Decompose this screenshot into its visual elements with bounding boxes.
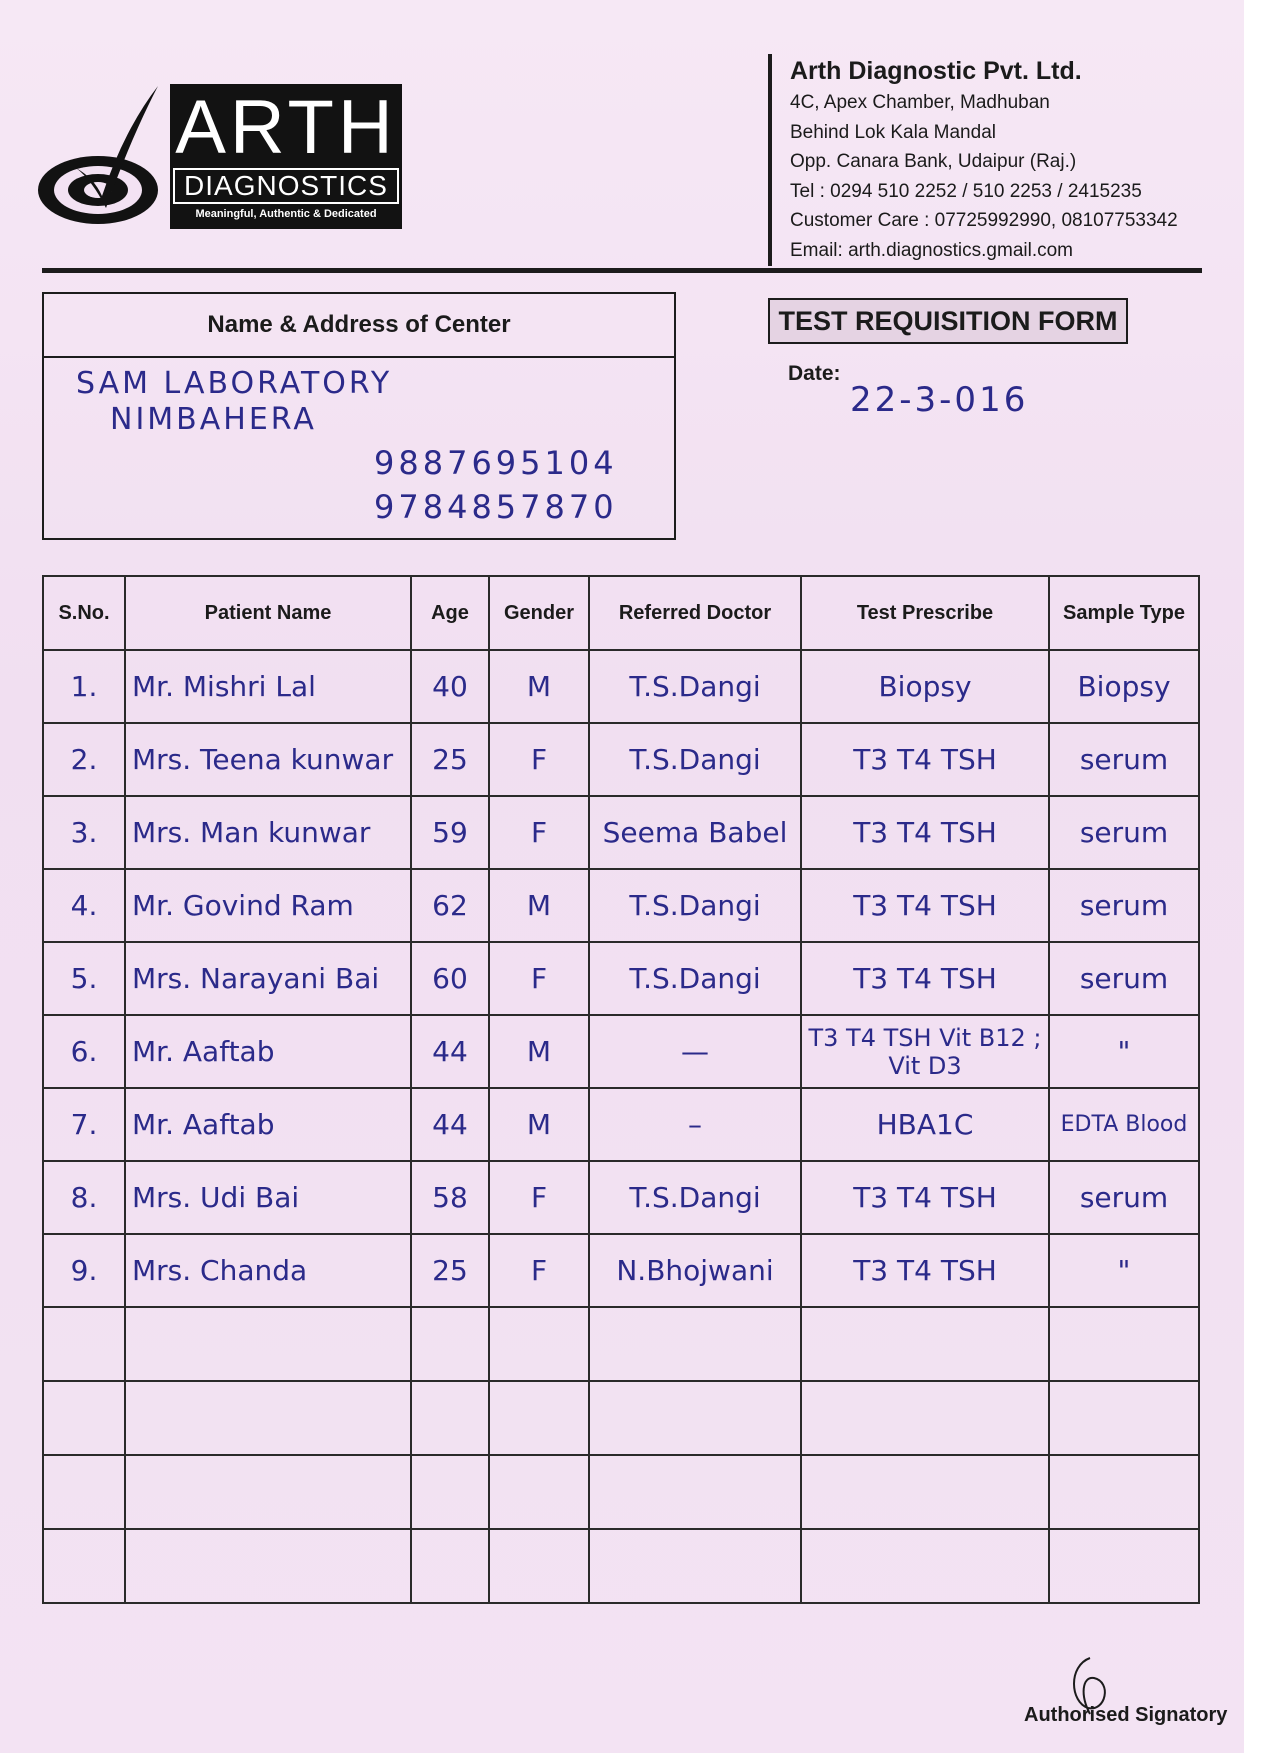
logo-wordmark [170,84,402,229]
cell-gender: F [489,796,589,869]
table-row [43,1161,1199,1234]
cell-patient-name: Mrs. Chanda [125,1234,411,1307]
cell-age: 40 [411,650,489,723]
cell-sno: 8. [43,1161,125,1234]
cell-age: 25 [411,1234,489,1307]
cell-test: T3 T4 TSH [801,942,1049,1015]
form-title: TEST REQUISITION FORM [768,298,1128,344]
center-name: SAM LABORATORY [76,366,393,401]
cell-gender: F [489,1161,589,1234]
cell-sample: serum [1049,942,1199,1015]
center-phone-2: 9784857870 [374,488,618,526]
cell-test: HBA1C [801,1088,1049,1161]
cell-test: T3 T4 TSH [801,869,1049,942]
cell-gender: M [489,1015,589,1088]
cell-sample: serum [1049,796,1199,869]
date-label: Date: [788,362,841,385]
cell-doctor: T.S.Dangi [589,650,801,723]
cell-patient-name: Mrs. Udi Bai [125,1161,411,1234]
cell-gender: M [489,650,589,723]
cell-gender: F [489,942,589,1015]
company-name: Arth Diagnostic Pvt. Ltd. [790,57,1082,85]
table-row [43,942,1199,1015]
cell-test: T3 T4 TSH [801,723,1049,796]
cell-sample: serum [1049,1161,1199,1234]
cell-age: 25 [411,723,489,796]
center-heading: Name & Address of Center [44,294,674,358]
cell-test: T3 T4 TSH Vit B12 ; Vit D3 [801,1015,1049,1088]
logo-brand: ARTH [175,85,397,170]
authorised-signatory: Authorised Signatory [1024,1704,1228,1726]
cell-age: 44 [411,1015,489,1088]
logo-tagline: Meaningful, Authentic & Dedicated [195,208,377,220]
table-row [43,1015,1199,1088]
cell-doctor: T.S.Dangi [589,869,801,942]
arth-logo [36,50,436,240]
cell-test: T3 T4 TSH [801,1234,1049,1307]
cell-doctor: T.S.Dangi [589,942,801,1015]
cell-age: 62 [411,869,489,942]
center-phone-1: 9887695104 [374,444,618,482]
cell-age: 44 [411,1088,489,1161]
cell-test: Biopsy [801,650,1049,723]
company-customer-care: Customer Care : 07725992990, 08107753342 [790,210,1178,231]
cell-doctor: Seema Babel [589,796,801,869]
cell-gender: F [489,723,589,796]
cell-patient-name: Mr. Govind Ram [125,869,411,942]
cell-gender: M [489,869,589,942]
cell-test: T3 T4 TSH [801,796,1049,869]
patient-table [42,575,1200,1604]
table-row [43,1234,1199,1307]
table-header-row [43,576,1199,650]
cell-age: 60 [411,942,489,1015]
cell-doctor: T.S.Dangi [589,723,801,796]
cell-patient-name: Mrs. Man kunwar [125,796,411,869]
company-info [768,54,1208,266]
header-divider [42,268,1202,273]
cell-sno: 6. [43,1015,125,1088]
col-age: Age [411,576,489,650]
empty-row [43,1455,1199,1529]
table-row [43,1088,1199,1161]
date-value: 22-3-016 [850,380,1029,420]
col-gender: Gender [489,576,589,650]
table-row [43,650,1199,723]
cell-sno: 4. [43,869,125,942]
empty-row [43,1381,1199,1455]
cell-patient-name: Mr. Aaftab [125,1088,411,1161]
address-line-3: Opp. Canara Bank, Udaipur (Raj.) [790,151,1077,172]
cell-sample: " [1049,1015,1199,1088]
table-row [43,796,1199,869]
cell-doctor: – [589,1088,801,1161]
cell-sample: " [1049,1234,1199,1307]
col-patient-name: Patient Name [125,576,411,650]
cell-age: 59 [411,796,489,869]
cell-sample: Biopsy [1049,650,1199,723]
cell-doctor: N.Bhojwani [589,1234,801,1307]
cell-sno: 9. [43,1234,125,1307]
logo-sub: DIAGNOSTICS [173,168,399,204]
address-line-1: 4C, Apex Chamber, Madhuban [790,92,1050,113]
center-box [42,292,676,540]
col-test-prescribe: Test Prescribe [801,576,1049,650]
cell-sno: 2. [43,723,125,796]
address-line-2: Behind Lok Kala Mandal [790,121,996,143]
cell-doctor: T.S.Dangi [589,1161,801,1234]
cell-test: T3 T4 TSH [801,1161,1049,1234]
page-margin [1244,0,1275,1753]
cell-sample: EDTA Blood [1049,1088,1199,1161]
cell-patient-name: Mrs. Teena kunwar [125,723,411,796]
cell-gender: M [489,1088,589,1161]
center-city: NIMBAHERA [110,402,317,437]
table-row [43,869,1199,942]
cell-patient-name: Mr. Mishri Lal [125,650,411,723]
col-referred-doctor: Referred Doctor [589,576,801,650]
col-sample-type: Sample Type [1049,576,1199,650]
cell-sample: serum [1049,869,1199,942]
company-tel: Tel : 0294 510 2252 / 510 2253 / 2415235 [790,180,1142,202]
cell-sno: 5. [43,942,125,1015]
table-row [43,723,1199,796]
cell-sample: serum [1049,723,1199,796]
col-sno: S.No. [43,576,125,650]
empty-row [43,1529,1199,1603]
cell-sno: 7. [43,1088,125,1161]
cell-sno: 1. [43,650,125,723]
cell-sno: 3. [43,796,125,869]
cell-age: 58 [411,1161,489,1234]
cell-gender: F [489,1234,589,1307]
cell-patient-name: Mr. Aaftab [125,1015,411,1088]
company-email: Email: arth.diagnostics.gmail.com [790,239,1073,261]
empty-row [43,1307,1199,1381]
cell-doctor: — [589,1015,801,1088]
cell-patient-name: Mrs. Narayani Bai [125,942,411,1015]
